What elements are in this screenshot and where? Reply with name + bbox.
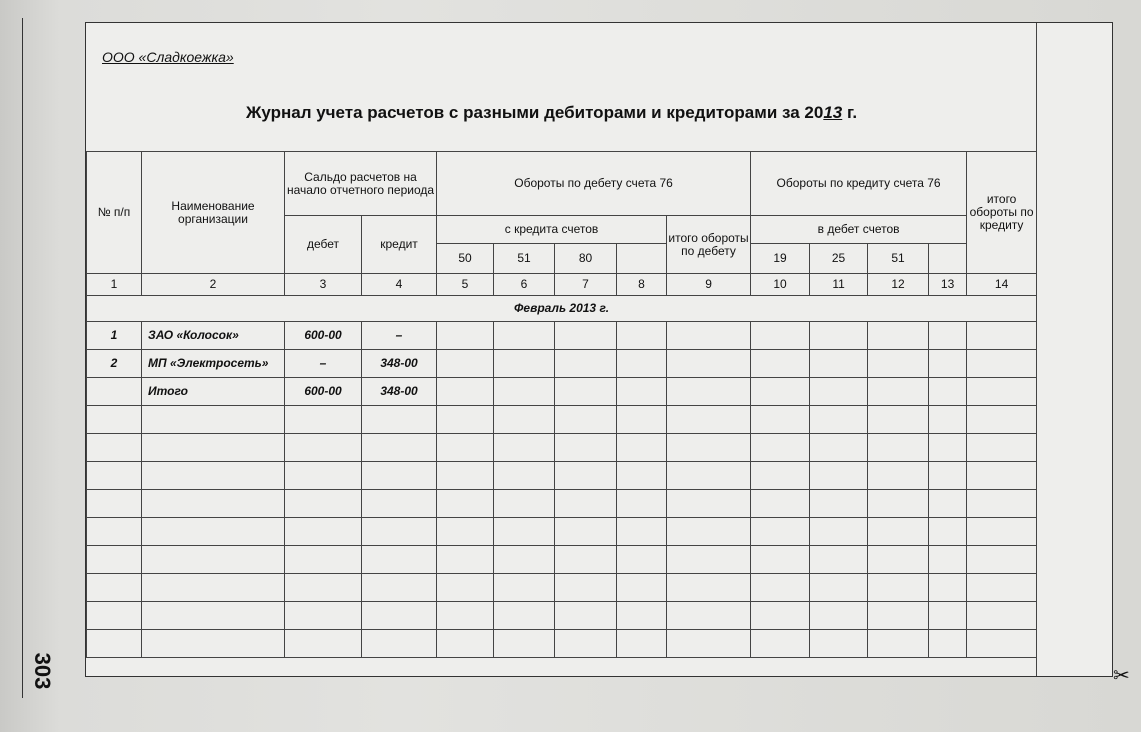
header-total-debit: итого обороты по дебету	[667, 216, 751, 274]
empty-cell	[929, 602, 967, 630]
header-organization: Наименование организации	[142, 152, 285, 274]
empty-cell	[87, 518, 142, 546]
empty-cell	[810, 406, 868, 434]
empty-cell	[617, 462, 667, 490]
empty-cell	[667, 630, 751, 658]
empty-cell	[868, 574, 929, 602]
empty-table-row	[87, 518, 1037, 546]
empty-cell	[555, 406, 617, 434]
journal-form	[85, 22, 1130, 687]
empty-cell	[967, 546, 1037, 574]
empty-cell	[142, 518, 285, 546]
header-balance: Сальдо расчетов на начало отчетного периода	[285, 152, 437, 216]
empty-cell	[667, 574, 751, 602]
empty-cell	[967, 630, 1037, 658]
empty-cell	[667, 490, 751, 518]
debit-account-1: 50	[437, 244, 494, 274]
empty-cell	[751, 434, 810, 462]
row-org: Итого	[142, 378, 285, 406]
empty-cell	[494, 546, 555, 574]
empty-cell	[667, 546, 751, 574]
empty-cell	[437, 462, 494, 490]
empty-table-row	[87, 602, 1037, 630]
empty-cell	[667, 406, 751, 434]
empty-cell	[967, 574, 1037, 602]
empty-table-row	[87, 574, 1037, 602]
empty-cell	[285, 518, 362, 546]
empty-cell	[142, 406, 285, 434]
empty-cell	[437, 434, 494, 462]
debit-account-4	[617, 244, 667, 274]
empty-cell	[667, 434, 751, 462]
credit-account-3: 51	[868, 244, 929, 274]
empty-cell	[967, 490, 1037, 518]
table-row	[87, 322, 1037, 350]
data-rows	[87, 322, 1037, 406]
empty-cell	[494, 602, 555, 630]
column-number: 2	[142, 274, 285, 296]
column-number: 10	[751, 274, 810, 296]
empty-cell	[555, 490, 617, 518]
empty-cell	[868, 602, 929, 630]
empty-cell	[617, 574, 667, 602]
column-number: 11	[810, 274, 868, 296]
row-num: 2	[87, 350, 142, 378]
empty-cell	[868, 490, 929, 518]
empty-cell	[868, 406, 929, 434]
empty-cell	[285, 434, 362, 462]
row-num	[87, 378, 142, 406]
column-number: 6	[494, 274, 555, 296]
column-number: 8	[617, 274, 667, 296]
empty-cell	[751, 490, 810, 518]
empty-cell	[751, 406, 810, 434]
empty-cell	[87, 546, 142, 574]
empty-cell	[87, 630, 142, 658]
empty-cell	[810, 462, 868, 490]
empty-cell	[967, 434, 1037, 462]
empty-cell	[617, 602, 667, 630]
empty-cell	[555, 462, 617, 490]
row-credit: 348-00	[362, 350, 437, 378]
empty-cell	[362, 602, 437, 630]
empty-cell	[810, 574, 868, 602]
table-row	[87, 350, 1037, 378]
empty-cell	[362, 630, 437, 658]
empty-cell	[868, 630, 929, 658]
empty-cell	[929, 574, 967, 602]
empty-cell	[285, 630, 362, 658]
journal-title	[246, 103, 857, 123]
credit-account-2: 25	[810, 244, 868, 274]
empty-cell	[87, 462, 142, 490]
empty-cell	[810, 630, 868, 658]
debit-account-2: 51	[494, 244, 555, 274]
empty-cell	[437, 630, 494, 658]
empty-cell	[667, 518, 751, 546]
empty-cell	[494, 434, 555, 462]
empty-cell	[142, 602, 285, 630]
header-credit-turnover: Обороты по кредиту счета 76	[751, 152, 967, 216]
header-balance-credit: кредит	[362, 216, 437, 274]
empty-cell	[667, 602, 751, 630]
empty-cell	[555, 434, 617, 462]
column-number: 7	[555, 274, 617, 296]
page-number: 303	[30, 652, 55, 690]
column-number: 12	[868, 274, 929, 296]
header-debit-turnover: Обороты по дебету счета 76	[437, 152, 751, 216]
month-header: Февраль 2013 г.	[87, 296, 1037, 322]
column-number: 1	[87, 274, 142, 296]
empty-cell	[617, 434, 667, 462]
empty-cell	[142, 546, 285, 574]
empty-cell	[362, 574, 437, 602]
empty-cell	[362, 406, 437, 434]
empty-cell	[555, 630, 617, 658]
empty-cell	[868, 518, 929, 546]
title-suffix: г.	[842, 103, 858, 122]
empty-cell	[667, 462, 751, 490]
empty-cell	[285, 546, 362, 574]
empty-table-row	[87, 406, 1037, 434]
row-credit: –	[362, 322, 437, 350]
empty-cell	[494, 406, 555, 434]
column-number: 9	[667, 274, 751, 296]
empty-cell	[437, 602, 494, 630]
empty-cell	[555, 546, 617, 574]
empty-cell	[929, 490, 967, 518]
empty-rows	[87, 406, 1037, 658]
empty-cell	[437, 518, 494, 546]
empty-cell	[929, 406, 967, 434]
empty-cell	[617, 490, 667, 518]
empty-cell	[967, 406, 1037, 434]
column-number: 14	[967, 274, 1037, 296]
empty-cell	[437, 574, 494, 602]
empty-cell	[555, 602, 617, 630]
row-org: МП «Электросеть»	[142, 350, 285, 378]
empty-cell	[87, 574, 142, 602]
empty-cell	[494, 574, 555, 602]
empty-cell	[285, 462, 362, 490]
empty-cell	[868, 546, 929, 574]
empty-table-row	[87, 434, 1037, 462]
empty-cell	[87, 434, 142, 462]
scissors-icon: ✂	[1113, 665, 1130, 687]
debit-account-3: 80	[555, 244, 617, 274]
empty-cell	[751, 462, 810, 490]
empty-cell	[362, 434, 437, 462]
row-credit: 348-00	[362, 378, 437, 406]
empty-cell	[929, 462, 967, 490]
empty-cell	[555, 574, 617, 602]
empty-cell	[437, 546, 494, 574]
header-balance-debit: дебет	[285, 216, 362, 274]
empty-cell	[142, 574, 285, 602]
header-num: № п/п	[87, 152, 142, 274]
empty-table-row	[87, 490, 1037, 518]
empty-cell	[362, 462, 437, 490]
empty-cell	[87, 406, 142, 434]
empty-cell	[967, 602, 1037, 630]
empty-cell	[362, 518, 437, 546]
row-debit: 600-00	[285, 378, 362, 406]
empty-cell	[810, 602, 868, 630]
row-num: 1	[87, 322, 142, 350]
company-name: ООО «Сладкоежка»	[102, 49, 234, 65]
column-number: 4	[362, 274, 437, 296]
empty-cell	[751, 602, 810, 630]
margin-rule	[22, 18, 23, 698]
row-org: ЗАО «Колосок»	[142, 322, 285, 350]
empty-cell	[810, 490, 868, 518]
empty-cell	[929, 518, 967, 546]
row-debit: 600-00	[285, 322, 362, 350]
empty-cell	[362, 546, 437, 574]
credit-account-4	[929, 244, 967, 274]
empty-cell	[751, 630, 810, 658]
empty-cell	[87, 602, 142, 630]
title-year: 13	[823, 103, 843, 122]
empty-cell	[555, 518, 617, 546]
empty-cell	[868, 434, 929, 462]
header-from-credit-accounts: с кредита счетов	[437, 216, 667, 244]
empty-cell	[751, 574, 810, 602]
header-total-credit: итого обороты по кредиту	[967, 152, 1037, 274]
empty-cell	[494, 630, 555, 658]
row-debit: –	[285, 350, 362, 378]
empty-cell	[617, 518, 667, 546]
empty-cell	[868, 462, 929, 490]
empty-cell	[810, 546, 868, 574]
column-number: 13	[929, 274, 967, 296]
empty-cell	[967, 462, 1037, 490]
column-number: 3	[285, 274, 362, 296]
credit-account-1: 19	[751, 244, 810, 274]
journal-table	[86, 151, 1037, 658]
empty-cell	[285, 602, 362, 630]
empty-cell	[617, 546, 667, 574]
empty-cell	[810, 434, 868, 462]
empty-cell	[87, 490, 142, 518]
empty-cell	[751, 546, 810, 574]
empty-cell	[967, 518, 1037, 546]
empty-cell	[617, 406, 667, 434]
empty-cell	[142, 490, 285, 518]
empty-cell	[494, 490, 555, 518]
empty-cell	[285, 406, 362, 434]
empty-cell	[494, 518, 555, 546]
empty-cell	[142, 630, 285, 658]
empty-cell	[617, 630, 667, 658]
header-to-debit-accounts: в дебет счетов	[751, 216, 967, 244]
empty-cell	[810, 518, 868, 546]
empty-table-row	[87, 630, 1037, 658]
empty-cell	[929, 630, 967, 658]
empty-cell	[437, 406, 494, 434]
empty-cell	[142, 462, 285, 490]
title-prefix: Журнал учета расчетов с разными дебиторами и кредиторами за 20	[246, 103, 824, 122]
empty-table-row	[87, 546, 1037, 574]
empty-cell	[285, 490, 362, 518]
empty-cell	[929, 546, 967, 574]
empty-cell	[494, 462, 555, 490]
empty-cell	[285, 574, 362, 602]
empty-cell	[929, 434, 967, 462]
empty-cell	[751, 518, 810, 546]
column-number: 5	[437, 274, 494, 296]
table-row-total	[87, 378, 1037, 406]
empty-cell	[142, 434, 285, 462]
empty-cell	[362, 490, 437, 518]
empty-cell	[437, 490, 494, 518]
empty-table-row	[87, 462, 1037, 490]
